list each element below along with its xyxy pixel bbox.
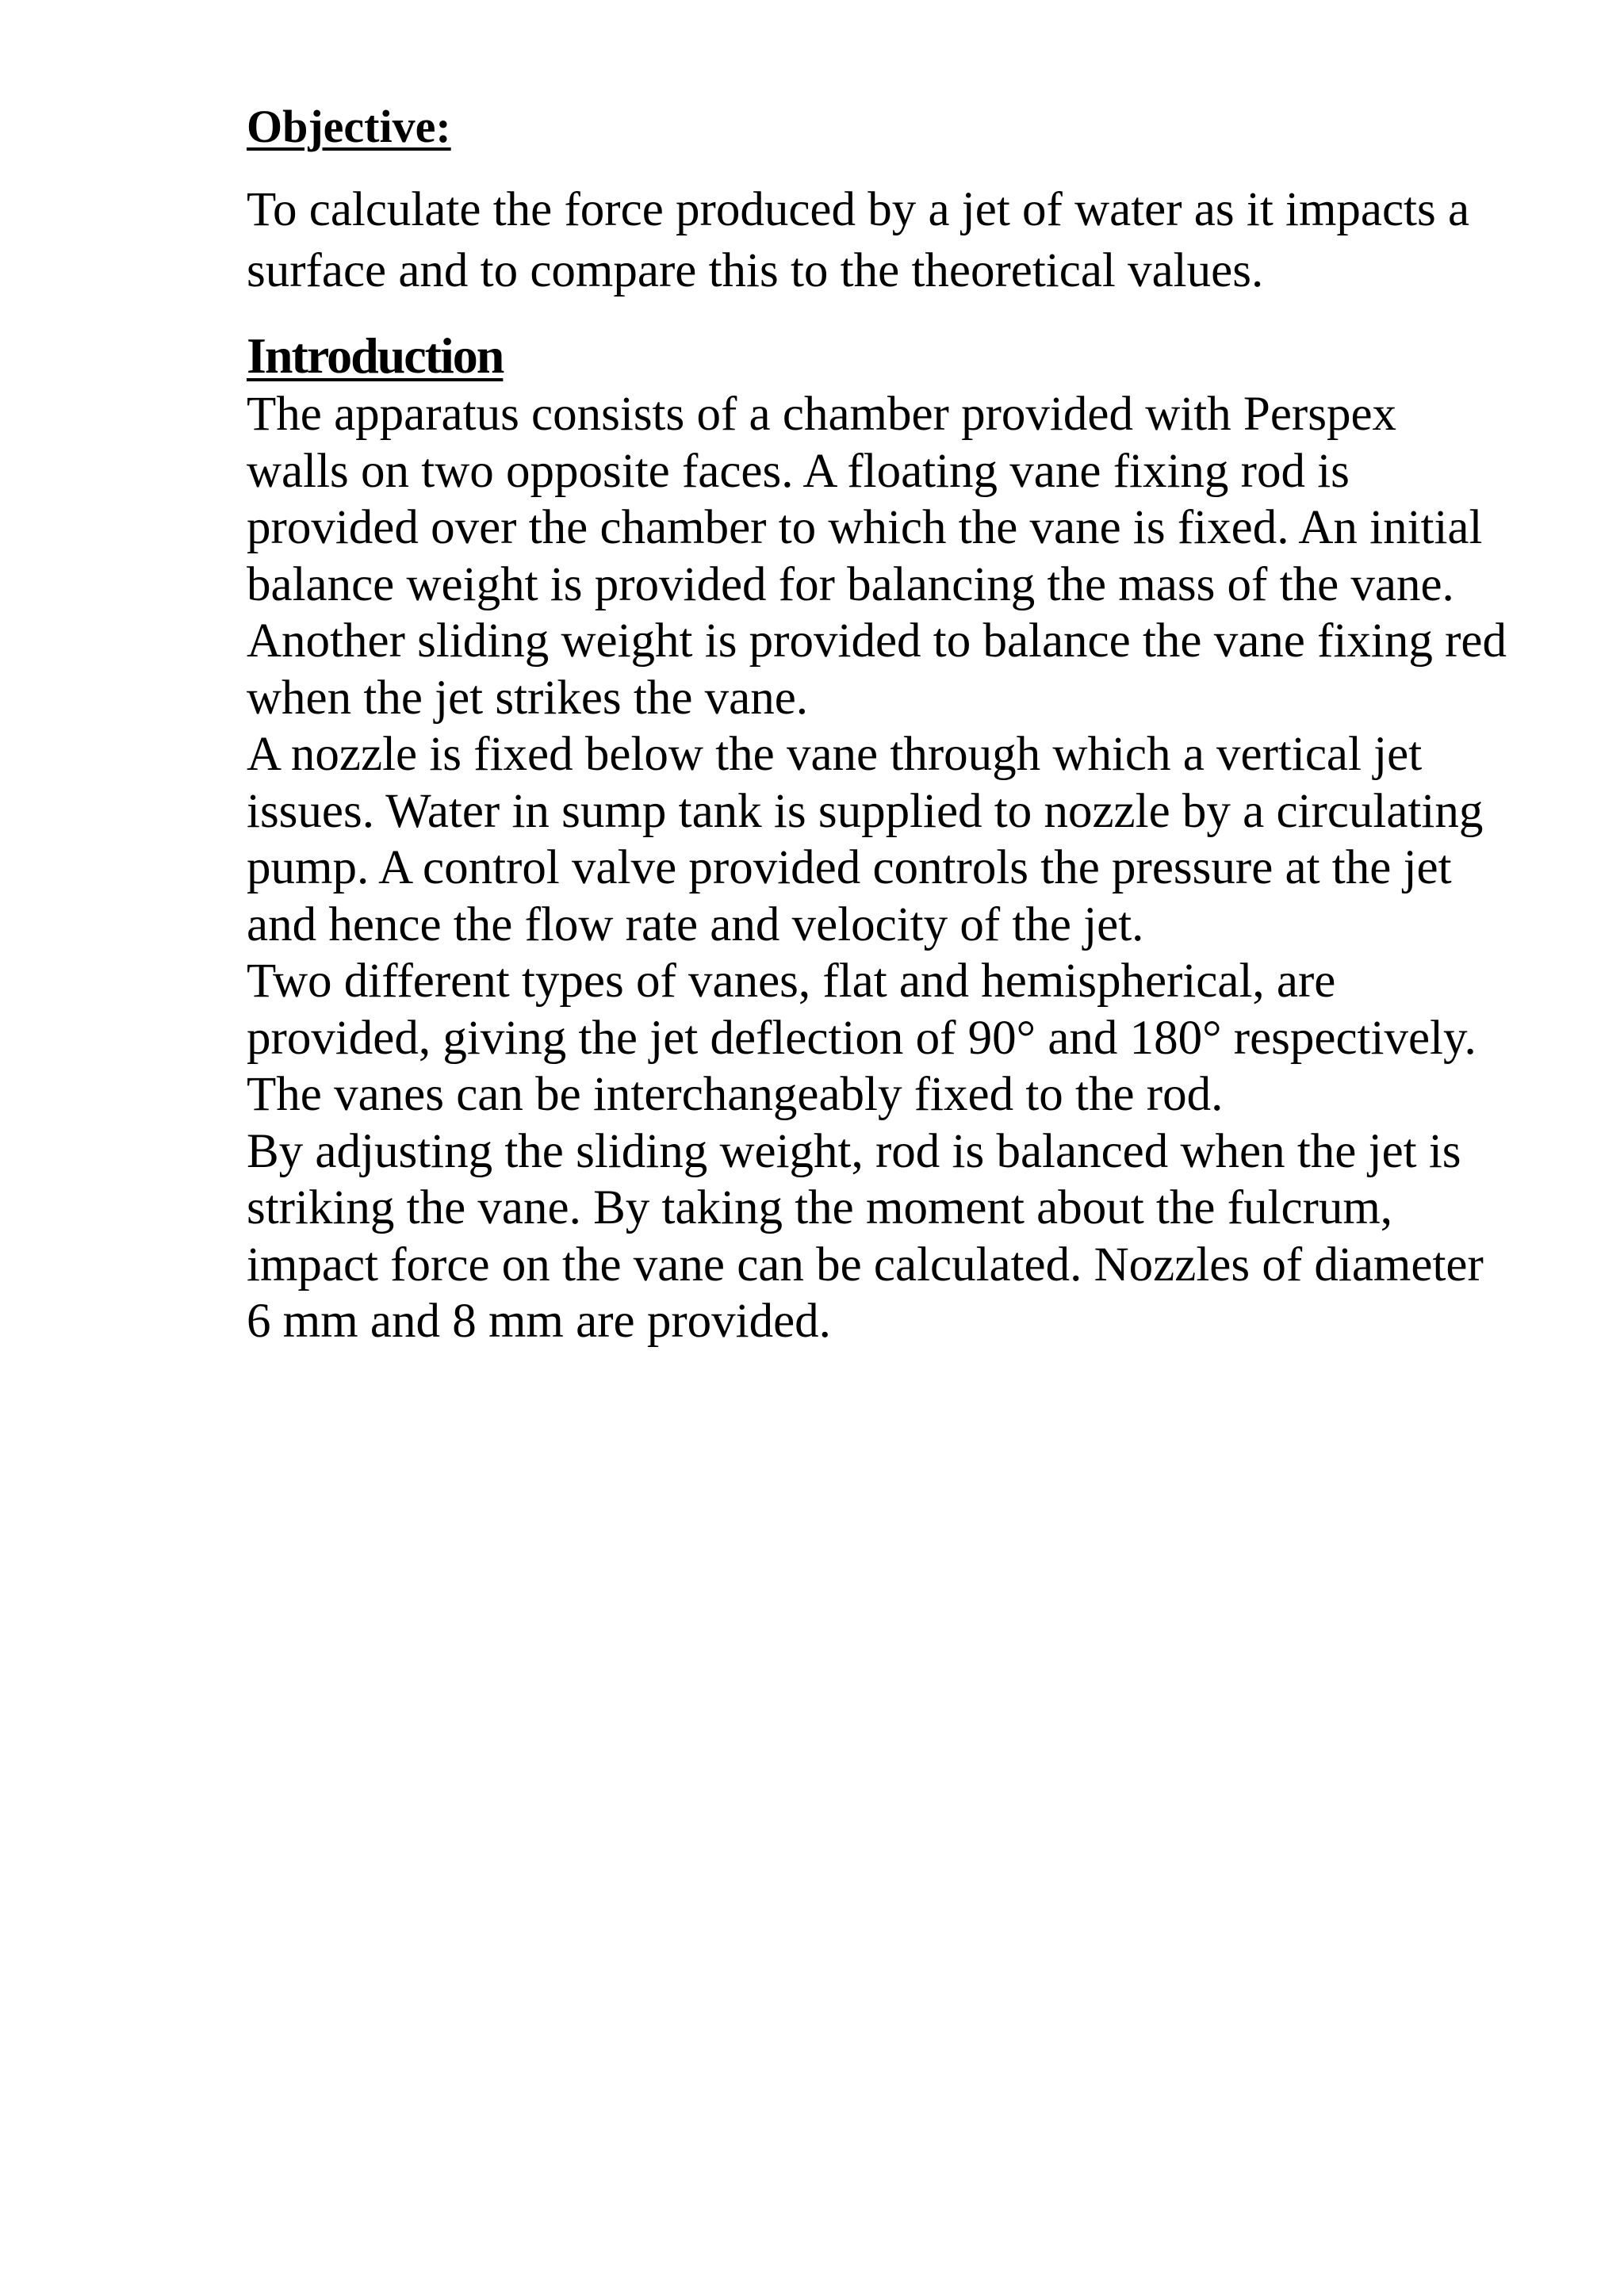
introduction-line: provided, giving the jet deflection of 90° and 180° respectively. — [247, 1011, 1477, 1065]
introduction-line: provided over the chamber to which the vane is fixed. An initial — [247, 501, 1483, 554]
objective-heading: Objective: — [247, 101, 451, 152]
introduction-line: when the jet strikes the vane. — [247, 671, 809, 725]
introduction-line: The vanes can be interchangeably fixed to the rod. — [247, 1068, 1224, 1121]
introduction-line: A nozzle is fixed below the vane through which a vertical jet — [247, 728, 1423, 781]
introduction-line: balance weight is provided for balancing the mass of the vane. — [247, 557, 1454, 611]
introduction-line: By adjusting the sliding weight, rod is balanced when the jet is — [247, 1124, 1461, 1178]
introduction-line: and hence the flow rate and velocity of the jet. — [247, 897, 1144, 951]
introduction-line: striking the vane. By taking the moment about the fulcrum, — [247, 1181, 1393, 1234]
introduction-line: 6 mm and 8 mm are provided. — [247, 1295, 831, 1348]
introduction-line: impact force on the vane can be calculated. Nozzles of diameter — [247, 1238, 1484, 1292]
objective-line: surface and to compare this to the theoretical values. — [247, 244, 1264, 297]
introduction-line: The apparatus consists of a chamber provided with Perspex — [247, 388, 1397, 441]
introduction-line: issues. Water in sump tank is supplied to nozzle by a circulating — [247, 784, 1484, 838]
introduction-line: Another sliding weight is provided to balance the vane fixing red — [247, 614, 1507, 668]
introduction-line: walls on two opposite faces. A floating vane fixing rod is — [247, 444, 1350, 498]
introduction-line: pump. A control valve provided controls the pressure at the jet — [247, 841, 1452, 894]
objective-paragraph — [247, 179, 1579, 301]
introduction-heading: Introduction — [247, 327, 504, 384]
introduction-paragraph — [247, 386, 1579, 1350]
objective-line: To calculate the force produced by a jet of water as it impacts a — [247, 183, 1470, 236]
introduction-line: Two different types of vanes, flat and hemispherical, are — [247, 955, 1336, 1008]
